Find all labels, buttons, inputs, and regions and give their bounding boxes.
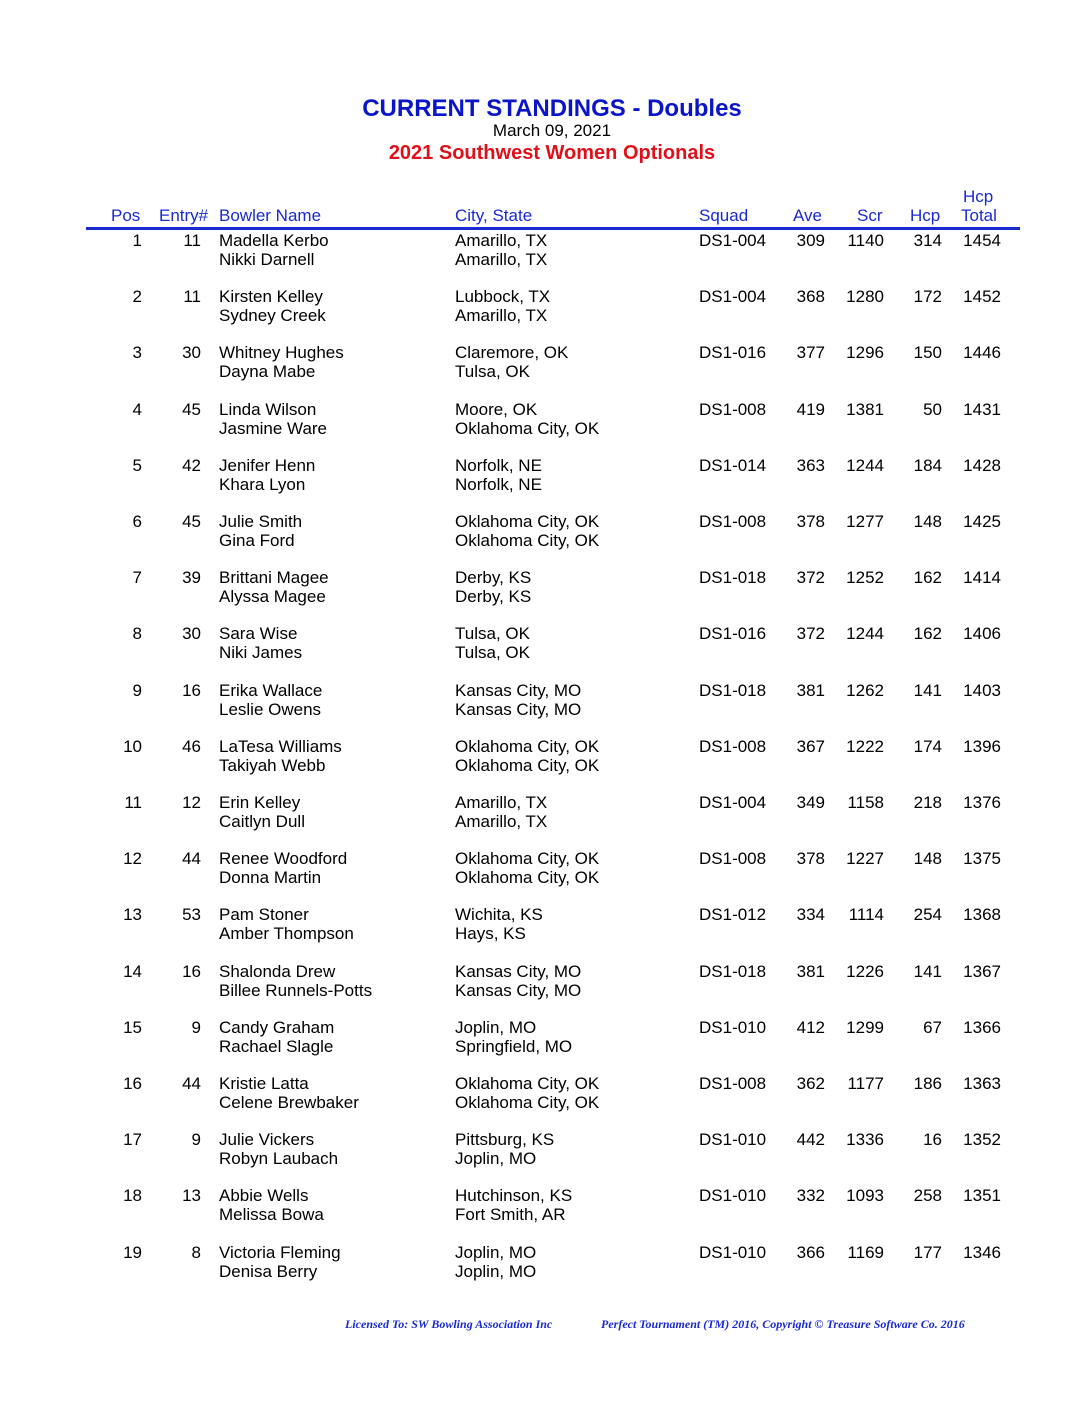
row-pos: 19	[123, 1243, 142, 1262]
row-hcp-total: 1352	[963, 1130, 1001, 1149]
row-scr: 1227	[846, 849, 884, 868]
row-city-1: Oklahoma City, OK	[455, 737, 600, 756]
row-city-2: Oklahoma City, OK	[455, 531, 600, 550]
row-city-2: Oklahoma City, OK	[455, 756, 600, 775]
row-city-1: Oklahoma City, OK	[455, 512, 600, 531]
header-hcp-total-top: Hcp	[963, 187, 994, 206]
row-hcp: 218	[913, 793, 942, 812]
row-hcp: 174	[913, 737, 942, 756]
row-pos: 18	[123, 1186, 142, 1205]
header-scr: Scr	[857, 206, 883, 225]
row-bowler-2: Celene Brewbaker	[219, 1093, 359, 1112]
row-city-2: Fort Smith, AR	[455, 1205, 566, 1224]
row-entry: 9	[191, 1018, 201, 1037]
row-scr: 1140	[847, 231, 884, 250]
row-hcp: 186	[913, 1074, 942, 1093]
row-pos: 6	[132, 512, 142, 531]
table-row	[0, 1186, 1088, 1226]
row-entry: 39	[182, 568, 201, 587]
row-entry: 9	[191, 1130, 201, 1149]
row-bowler-1: Pam Stoner	[219, 905, 309, 924]
row-bowler-2: Billee Runnels-Potts	[219, 981, 373, 1000]
row-hcp-total: 1431	[963, 400, 1001, 419]
row-scr: 1158	[847, 793, 884, 812]
row-entry: 46	[182, 737, 201, 756]
row-bowler-2: Robyn Laubach	[219, 1149, 339, 1168]
row-bowler-2: Khara Lyon	[219, 475, 306, 494]
row-hcp-total: 1403	[963, 681, 1001, 700]
row-ave: 349	[796, 793, 825, 812]
row-bowler-2: Jasmine Ware	[219, 419, 328, 438]
row-hcp: 16	[923, 1130, 942, 1149]
row-bowler-2: Gina Ford	[219, 531, 295, 550]
row-bowler-2: Caitlyn Dull	[219, 812, 305, 831]
row-ave: 363	[796, 456, 825, 475]
row-entry: 30	[182, 343, 201, 362]
header-bowler-name: Bowler Name	[219, 206, 322, 225]
row-scr: 1280	[846, 287, 884, 306]
header-city-state: City, State	[455, 206, 533, 225]
row-bowler-2: Rachael Slagle	[219, 1037, 334, 1056]
row-hcp-total: 1368	[963, 905, 1001, 924]
row-city-2: Amarillo, TX	[455, 250, 548, 269]
row-city-1: Kansas City, MO	[455, 962, 582, 981]
row-squad: DS1-008	[699, 400, 767, 419]
row-bowler-1: Linda Wilson	[219, 400, 317, 419]
row-bowler-1: Shalonda Drew	[219, 962, 336, 981]
row-city-1: Lubbock, TX	[455, 287, 551, 306]
row-hcp-total: 1396	[963, 737, 1001, 756]
table-row	[0, 1018, 1088, 1058]
header-hcp: Hcp	[910, 206, 941, 225]
row-hcp: 177	[913, 1243, 942, 1262]
row-bowler-1: Kristie Latta	[219, 1074, 309, 1093]
row-bowler-1: Abbie Wells	[219, 1186, 309, 1205]
row-city-1: Derby, KS	[455, 568, 532, 587]
row-bowler-2: Nikki Darnell	[219, 250, 315, 269]
row-squad: DS1-008	[699, 1074, 767, 1093]
copyright-note: Perfect Tournament (TM) 2016, Copyright © Treasure Software Co. 2016	[601, 1317, 965, 1331]
row-bowler-2: Sydney Creek	[219, 306, 326, 325]
row-scr: 1244	[846, 456, 884, 475]
row-squad: DS1-016	[699, 624, 767, 643]
row-squad: DS1-008	[699, 512, 767, 531]
row-scr: 1222	[846, 737, 884, 756]
row-squad: DS1-010	[699, 1130, 767, 1149]
row-pos: 2	[132, 287, 142, 306]
row-squad: DS1-012	[699, 905, 767, 924]
table-row	[0, 962, 1088, 1002]
row-city-1: Joplin, MO	[455, 1243, 537, 1262]
row-pos: 4	[132, 400, 142, 419]
table-row	[0, 624, 1088, 664]
table-row	[0, 681, 1088, 721]
row-city-2: Oklahoma City, OK	[455, 419, 600, 438]
row-hcp: 148	[913, 512, 942, 531]
table-row	[0, 512, 1088, 552]
table-row	[0, 456, 1088, 496]
row-hcp-total: 1428	[963, 456, 1001, 475]
row-hcp-total: 1346	[963, 1243, 1001, 1262]
row-hcp-total: 1425	[963, 512, 1001, 531]
table-row	[0, 849, 1088, 889]
row-ave: 309	[796, 231, 825, 250]
row-pos: 7	[132, 568, 142, 587]
row-city-2: Joplin, MO	[455, 1149, 537, 1168]
row-hcp: 141	[913, 962, 942, 981]
row-ave: 381	[796, 962, 825, 981]
row-squad: DS1-014	[699, 456, 767, 475]
header-divider	[86, 227, 1020, 230]
row-city-1: Hutchinson, KS	[455, 1186, 573, 1205]
row-scr: 1381	[846, 400, 884, 419]
row-entry: 12	[182, 793, 201, 812]
row-scr: 1169	[847, 1243, 884, 1262]
row-entry: 45	[182, 400, 201, 419]
row-city-2: Kansas City, MO	[455, 700, 582, 719]
row-hcp: 258	[913, 1186, 942, 1205]
row-hcp-total: 1351	[963, 1186, 1001, 1205]
row-ave: 442	[796, 1130, 825, 1149]
row-bowler-1: Erika Wallace	[219, 681, 323, 700]
row-city-1: Norfolk, NE	[455, 456, 542, 475]
table-row	[0, 905, 1088, 945]
row-bowler-2: Amber Thompson	[219, 924, 354, 943]
row-bowler-1: Julie Smith	[219, 512, 303, 531]
table-row	[0, 231, 1088, 271]
row-squad: DS1-018	[699, 568, 767, 587]
row-hcp-total: 1454	[963, 231, 1001, 250]
row-city-2: Amarillo, TX	[455, 812, 548, 831]
row-hcp: 50	[923, 400, 942, 419]
row-city-1: Kansas City, MO	[455, 681, 582, 700]
table-row	[0, 793, 1088, 833]
row-city-1: Pittsburg, KS	[455, 1130, 555, 1149]
row-ave: 381	[796, 681, 825, 700]
row-ave: 378	[796, 512, 825, 531]
row-entry: 44	[182, 1074, 201, 1093]
row-ave: 367	[796, 737, 825, 756]
row-hcp: 67	[923, 1018, 942, 1037]
row-squad: DS1-004	[699, 287, 767, 306]
row-scr: 1177	[847, 1074, 884, 1093]
row-hcp: 254	[913, 905, 942, 924]
header-pos: Pos	[111, 206, 141, 225]
row-bowler-2: Melissa Bowa	[219, 1205, 324, 1224]
row-ave: 412	[796, 1018, 825, 1037]
row-entry: 16	[182, 962, 201, 981]
row-squad: DS1-008	[699, 849, 767, 868]
row-bowler-1: LaTesa Williams	[219, 737, 342, 756]
row-hcp-total: 1414	[963, 568, 1001, 587]
row-pos: 5	[132, 456, 142, 475]
row-hcp-total: 1376	[963, 793, 1001, 812]
row-hcp: 162	[913, 568, 942, 587]
row-hcp-total: 1452	[963, 287, 1001, 306]
row-city-1: Amarillo, TX	[455, 793, 548, 812]
row-entry: 42	[182, 456, 201, 475]
row-entry: 11	[183, 231, 201, 250]
row-city-1: Wichita, KS	[455, 905, 543, 924]
row-pos: 16	[123, 1074, 142, 1093]
row-squad: DS1-004	[699, 231, 767, 250]
row-bowler-2: Niki James	[219, 643, 303, 662]
row-pos: 17	[123, 1130, 142, 1149]
row-bowler-2: Denisa Berry	[219, 1262, 318, 1281]
row-bowler-2: Alyssa Magee	[219, 587, 326, 606]
row-city-2: Springfield, MO	[455, 1037, 573, 1056]
row-hcp: 148	[913, 849, 942, 868]
row-hcp: 162	[913, 624, 942, 643]
row-hcp: 184	[913, 456, 942, 475]
row-hcp-total: 1446	[963, 343, 1001, 362]
row-bowler-1: Candy Graham	[219, 1018, 335, 1037]
row-bowler-1: Madella Kerbo	[219, 231, 329, 250]
row-pos: 3	[132, 343, 142, 362]
row-pos: 1	[132, 231, 142, 250]
row-bowler-2: Takiyah Webb	[219, 756, 326, 775]
row-squad: DS1-016	[699, 343, 767, 362]
row-ave: 378	[796, 849, 825, 868]
row-pos: 10	[123, 737, 142, 756]
row-city-2: Kansas City, MO	[455, 981, 582, 1000]
row-city-1: Claremore, OK	[455, 343, 569, 362]
row-pos: 11	[124, 793, 142, 812]
row-hcp-total: 1375	[963, 849, 1001, 868]
row-scr: 1252	[846, 568, 884, 587]
table-row	[0, 287, 1088, 327]
row-city-2: Derby, KS	[455, 587, 532, 606]
row-squad: DS1-018	[699, 681, 767, 700]
header-hcp-total-bottom: Total	[961, 206, 997, 225]
row-scr: 1299	[846, 1018, 884, 1037]
row-bowler-1: Whitney Hughes	[219, 343, 344, 362]
row-city-2: Oklahoma City, OK	[455, 868, 600, 887]
row-squad: DS1-018	[699, 962, 767, 981]
row-squad: DS1-010	[699, 1186, 767, 1205]
row-entry: 44	[182, 849, 201, 868]
row-ave: 368	[796, 287, 825, 306]
row-hcp-total: 1363	[963, 1074, 1001, 1093]
header-entry: Entry#	[159, 206, 209, 225]
row-hcp-total: 1367	[963, 962, 1001, 981]
row-ave: 372	[796, 568, 825, 587]
row-city-2: Hays, KS	[455, 924, 526, 943]
row-scr: 1296	[846, 343, 884, 362]
row-scr: 1114	[848, 905, 884, 924]
table-row	[0, 1243, 1088, 1283]
row-bowler-2: Dayna Mabe	[219, 362, 316, 381]
row-pos: 9	[132, 681, 142, 700]
row-scr: 1336	[846, 1130, 884, 1149]
row-city-1: Joplin, MO	[455, 1018, 537, 1037]
row-ave: 419	[796, 400, 825, 419]
row-city-1: Moore, OK	[455, 400, 538, 419]
row-city-2: Tulsa, OK	[455, 362, 530, 381]
header-ave: Ave	[793, 206, 822, 225]
row-scr: 1093	[846, 1186, 884, 1205]
row-city-2: Joplin, MO	[455, 1262, 537, 1281]
table-row	[0, 1130, 1088, 1170]
row-squad: DS1-010	[699, 1243, 767, 1262]
table-row	[0, 737, 1088, 777]
table-row	[0, 1074, 1088, 1114]
row-pos: 8	[132, 624, 142, 643]
table-row	[0, 568, 1088, 608]
table-row	[0, 400, 1088, 440]
license-note: Licensed To: SW Bowling Association Inc	[345, 1317, 553, 1331]
row-ave: 372	[796, 624, 825, 643]
row-scr: 1244	[846, 624, 884, 643]
row-city-1: Oklahoma City, OK	[455, 849, 600, 868]
row-pos: 15	[123, 1018, 142, 1037]
row-pos: 14	[123, 962, 142, 981]
row-squad: DS1-004	[699, 793, 767, 812]
row-city-1: Tulsa, OK	[455, 624, 530, 643]
row-entry: 30	[182, 624, 201, 643]
row-city-2: Tulsa, OK	[455, 643, 530, 662]
row-bowler-2: Leslie Owens	[219, 700, 322, 719]
row-bowler-1: Erin Kelley	[219, 793, 301, 812]
row-scr: 1277	[846, 512, 884, 531]
row-bowler-2: Donna Martin	[219, 868, 322, 887]
row-city-1: Amarillo, TX	[455, 231, 548, 250]
row-bowler-1: Renee Woodford	[219, 849, 348, 868]
row-entry: 16	[182, 681, 201, 700]
row-squad: DS1-010	[699, 1018, 767, 1037]
row-scr: 1226	[846, 962, 884, 981]
row-entry: 13	[182, 1186, 201, 1205]
row-scr: 1262	[846, 681, 884, 700]
row-hcp: 172	[913, 287, 942, 306]
row-ave: 377	[796, 343, 825, 362]
row-hcp: 314	[913, 231, 942, 250]
row-pos: 12	[123, 849, 142, 868]
row-entry: 8	[191, 1243, 201, 1262]
row-pos: 13	[123, 905, 142, 924]
row-squad: DS1-008	[699, 737, 767, 756]
row-bowler-1: Jenifer Henn	[219, 456, 316, 475]
row-ave: 366	[796, 1243, 825, 1262]
row-bowler-1: Kirsten Kelley	[219, 287, 323, 306]
row-bowler-1: Julie Vickers	[219, 1130, 315, 1149]
row-hcp: 150	[913, 343, 942, 362]
row-bowler-1: Sara Wise	[219, 624, 298, 643]
row-bowler-1: Brittani Magee	[219, 568, 329, 587]
report-date: March 09, 2021	[492, 121, 612, 140]
tournament-name: 2021 Southwest Women Optionals	[388, 142, 716, 164]
header-squad: Squad	[699, 206, 749, 225]
row-city-2: Amarillo, TX	[455, 306, 548, 325]
row-ave: 334	[796, 905, 825, 924]
row-bowler-1: Victoria Fleming	[219, 1243, 341, 1262]
row-ave: 362	[796, 1074, 825, 1093]
row-hcp-total: 1406	[963, 624, 1001, 643]
row-entry: 45	[182, 512, 201, 531]
row-entry: 53	[182, 905, 201, 924]
row-city-2: Norfolk, NE	[455, 475, 542, 494]
row-hcp: 141	[913, 681, 942, 700]
row-city-1: Oklahoma City, OK	[455, 1074, 600, 1093]
row-ave: 332	[796, 1186, 825, 1205]
table-row	[0, 343, 1088, 383]
page-title: CURRENT STANDINGS - Doubles	[362, 95, 742, 122]
row-entry: 11	[183, 287, 201, 306]
row-city-2: Oklahoma City, OK	[455, 1093, 600, 1112]
row-hcp-total: 1366	[963, 1018, 1001, 1037]
